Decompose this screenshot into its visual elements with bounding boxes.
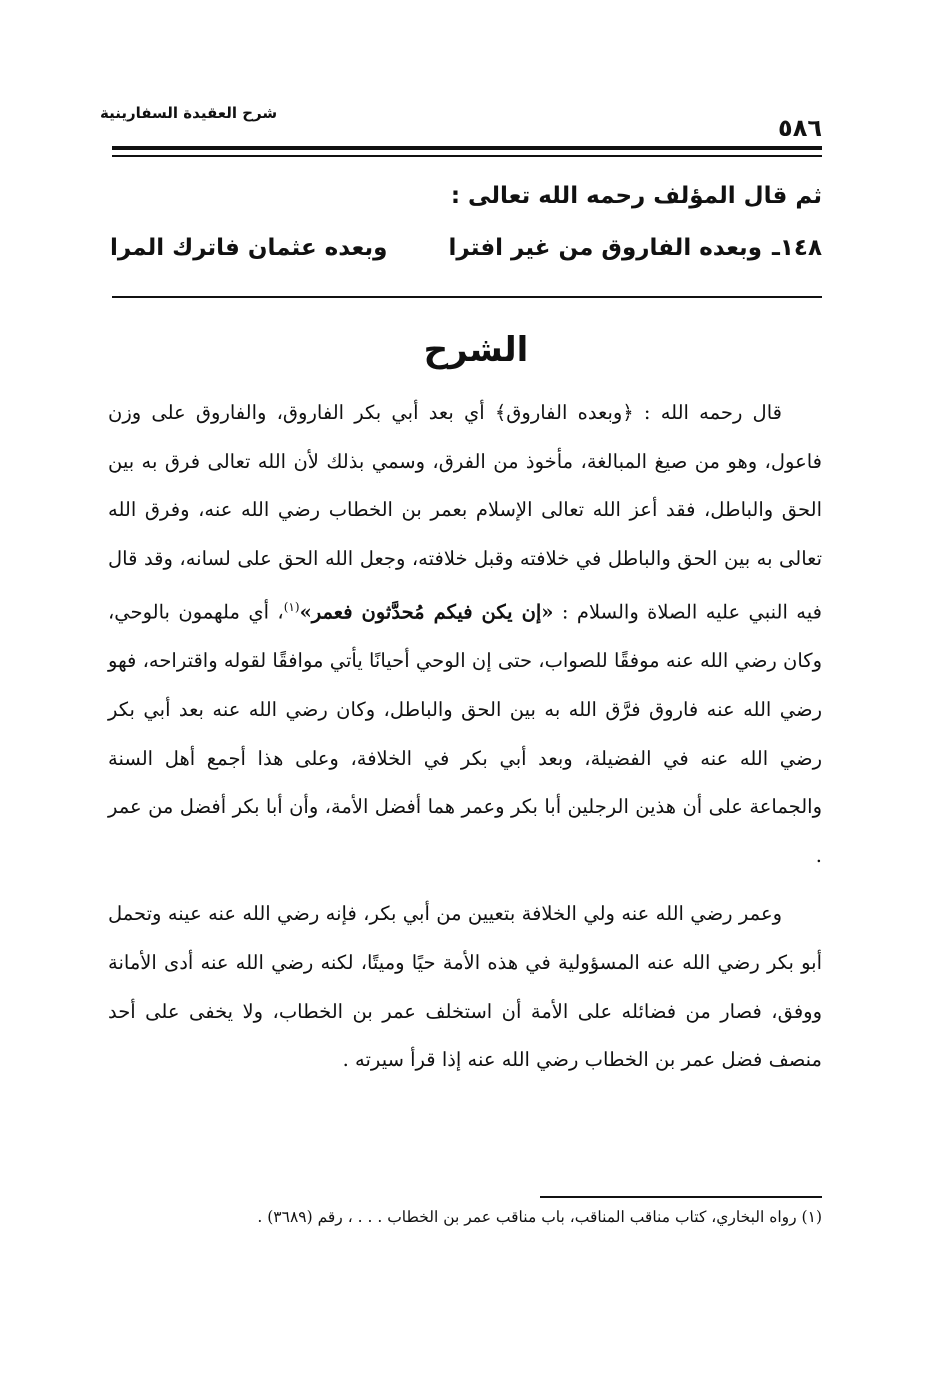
commentary-body — [108, 389, 822, 1085]
verse-first-hemistich: وبعده الفاروق من غير افترا — [448, 235, 762, 261]
section-title: الشرح — [423, 330, 529, 370]
page-number: ٥٨٦ — [778, 114, 822, 142]
header-rule-thick — [112, 146, 822, 150]
author-intro-line: ثم قال المؤلف رحمه الله تعالى : — [450, 183, 822, 209]
running-header-title: شرح العقيدة السفارينية — [100, 104, 278, 122]
verse-second-hemistich: وبعده عثمان فاترك المرا — [110, 235, 388, 261]
hadith-quote: «إن يكن فيكم مُحدَّثون فعمر» — [299, 600, 554, 624]
verse-divider — [112, 296, 822, 298]
verse-line — [110, 235, 822, 275]
paragraph-1-part-2: ، أي ملهمون بالوحي، وكان رضي الله عنه موفقًا للصواب، حتى إن الوحي أحيانًا يأتي موافقًا لقوله واقتراحه، فهو رضي الله عنه فاروق فرَّق الله به بين الحق والباطل، وكان رضي الله عنه بعد أبي بكر رضي الله عنه في الفضيلة، وبعد أبي بكر في الخلافة، وعلى هذا أجمع أهل السنة والجماعة على أن هذين الرجلين أبا بكر وعمر هما أفضل الأمة، وأن أبا بكر أفضل من عمر . — [108, 600, 822, 867]
footnote-divider — [540, 1196, 822, 1198]
footnote: (١) رواه البخاري، كتاب مناقب المناقب، باب مناقب عمر بن الخطاب . . . ، رقم (٣٦٨٩) . — [257, 1208, 822, 1226]
commentary-paragraph-1 — [108, 389, 822, 880]
commentary-paragraph-2: وعمر رضي الله عنه ولي الخلافة بتعيين من أبي بكر، فإنه رضي الله عنه عينه وتحمل أبو بكر رضي الله عنه المسؤولية في هذه الأمة حيًا وميتًا، لكنه رضي الله عنه أدى الأمانة ووفق، فصار من فضائله على الأمة أن استخلف عمر بن الخطاب، ولا يخفى على أحد منصف فضل عمر بن الخطاب رضي الله عنه إذا قرأ سيرته . — [108, 902, 822, 1072]
footnote-marker[interactable]: (١) — [283, 600, 300, 615]
paragraph-1-part-1: قال رحمه الله : ﴿وبعده الفاروق﴾ أي بعد أبي بكر الفاروق، والفاروق على وزن فاعول، وهو من صيغ المبالغة، مأخوذ من الفرق، وسمي بذلك لأن الله تعالى فرق به بين الحق والباطل، فقد أعز الله تعالى الإسلام بعمر بن الخطاب رضي الله عنه، وفرق الله تعالى به بين الحق والباطل في خلافته وقبل خلافته، وجعل الله الحق على لسانه، وقد قال فيه النبي عليه الصلاة والسلام : — [108, 401, 822, 624]
header-rule-thin — [112, 155, 822, 157]
verse-number: ١٤٨ـ — [772, 235, 822, 261]
